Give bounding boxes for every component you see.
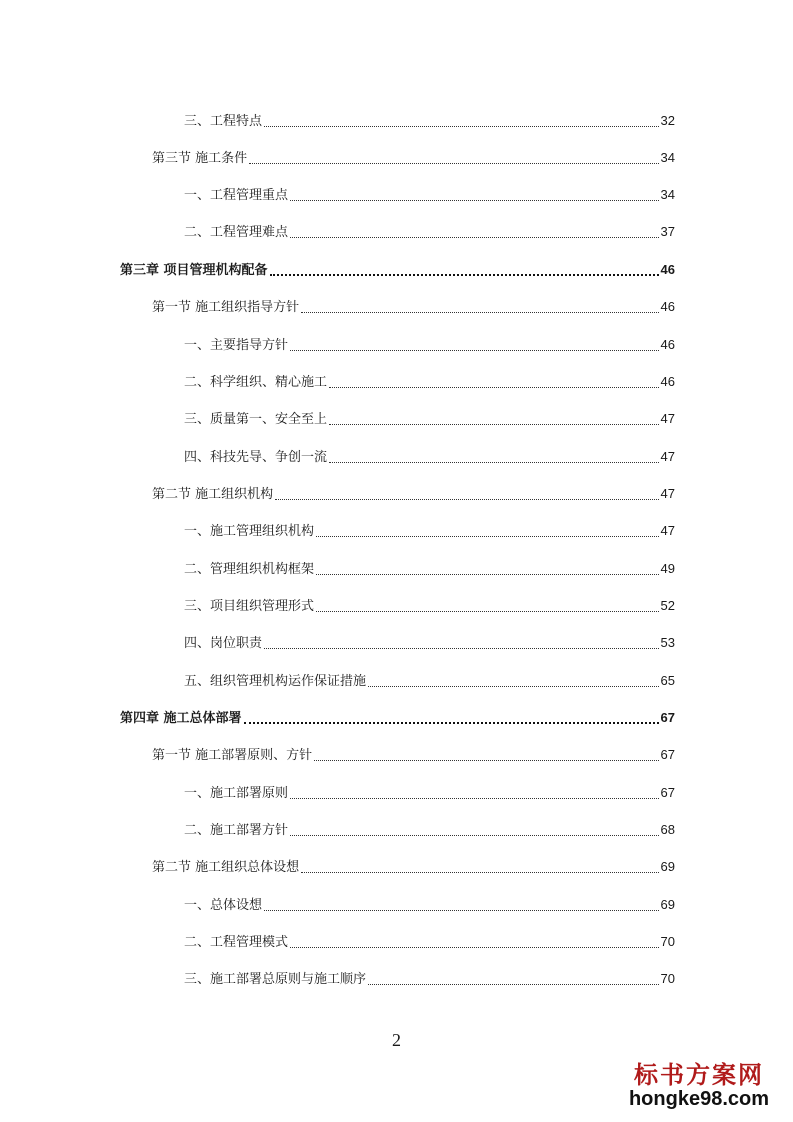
toc-entry-label: 二、科学组织、精心施工 bbox=[184, 375, 328, 390]
toc-entry-page: 46 bbox=[660, 374, 675, 389]
toc-entry[interactable] bbox=[184, 438, 675, 475]
toc-entry-page: 68 bbox=[660, 822, 675, 837]
toc-entry-label: 一、总体设想 bbox=[184, 898, 263, 913]
dot-leader bbox=[329, 423, 659, 425]
watermark-text-cn: 标书方案网 bbox=[634, 1060, 764, 1089]
toc-entry-page: 65 bbox=[660, 673, 675, 688]
toc-entry[interactable] bbox=[152, 736, 675, 773]
toc-entry-page: 67 bbox=[660, 785, 675, 800]
toc-entry-page: 70 bbox=[660, 934, 675, 949]
toc-entry-label: 二、管理组织机构框架 bbox=[184, 562, 315, 577]
toc-entry[interactable] bbox=[184, 400, 675, 437]
toc-entry-page: 34 bbox=[660, 187, 675, 202]
toc-entry-page: 69 bbox=[660, 859, 675, 874]
toc-entry-page: 46 bbox=[660, 299, 675, 314]
toc-entry[interactable] bbox=[184, 923, 675, 960]
toc-entry-label: 三、项目组织管理形式 bbox=[184, 599, 315, 614]
toc-entry-label: 第四章 施工总体部署 bbox=[120, 711, 242, 726]
toc-entry-label: 三、施工部署总原则与施工顺序 bbox=[184, 972, 367, 987]
dot-leader bbox=[316, 573, 659, 575]
watermark-logo bbox=[619, 1062, 779, 1110]
dot-leader bbox=[329, 386, 659, 388]
dot-leader bbox=[329, 461, 659, 463]
dot-leader bbox=[290, 199, 659, 201]
toc-entry-label: 四、科技先导、争创一流 bbox=[184, 450, 328, 465]
toc-entry-label: 第一节 施工组织指导方针 bbox=[152, 300, 300, 315]
toc-entry-page: 53 bbox=[660, 635, 675, 650]
toc-entry-label: 二、工程管理模式 bbox=[184, 935, 289, 950]
toc-entry-label: 第三章 项目管理机构配备 bbox=[120, 263, 268, 278]
dot-leader bbox=[290, 797, 659, 799]
dot-leader bbox=[290, 236, 659, 238]
toc-entry[interactable] bbox=[184, 587, 675, 624]
dot-leader bbox=[368, 983, 659, 985]
watermark-text-en: hongke98.com bbox=[628, 1088, 770, 1111]
toc-entry[interactable] bbox=[152, 848, 675, 885]
toc-entry[interactable] bbox=[184, 624, 675, 661]
toc-entry-page: 47 bbox=[660, 411, 675, 426]
toc-entry[interactable] bbox=[184, 774, 675, 811]
toc-entry[interactable] bbox=[120, 699, 675, 736]
toc-entry-page: 34 bbox=[660, 150, 675, 165]
toc-entry-page: 47 bbox=[660, 449, 675, 464]
page-number: 2 bbox=[392, 1030, 401, 1050]
toc-entry[interactable] bbox=[184, 326, 675, 363]
toc-entry[interactable] bbox=[152, 139, 675, 176]
toc-entry[interactable] bbox=[184, 886, 675, 923]
dot-leader bbox=[316, 610, 659, 612]
toc-entry-page: 32 bbox=[660, 113, 675, 128]
toc-entry[interactable] bbox=[184, 811, 675, 848]
toc-entry[interactable] bbox=[184, 550, 675, 587]
toc-entry[interactable] bbox=[152, 475, 675, 512]
toc-entry-page: 37 bbox=[660, 224, 675, 239]
dot-leader bbox=[314, 759, 658, 761]
toc-entry-page: 46 bbox=[660, 262, 675, 277]
toc-entry-label: 第二节 施工组织总体设想 bbox=[152, 860, 300, 875]
dot-leader bbox=[264, 647, 659, 649]
dot-leader bbox=[264, 125, 659, 127]
dot-leader bbox=[290, 834, 659, 836]
toc-entry-page: 70 bbox=[660, 971, 675, 986]
dot-leader bbox=[290, 349, 659, 351]
toc-entry-label: 四、岗位职责 bbox=[184, 636, 263, 651]
toc-entry-label: 一、主要指导方针 bbox=[184, 338, 289, 353]
toc-entry-label: 第一节 施工部署原则、方针 bbox=[152, 748, 313, 763]
dot-leader bbox=[270, 273, 659, 276]
toc-entry-label: 第三节 施工条件 bbox=[152, 151, 248, 166]
toc-entry[interactable] bbox=[184, 662, 675, 699]
toc-entry-page: 47 bbox=[660, 486, 675, 501]
toc-entry-page: 46 bbox=[660, 337, 675, 352]
toc-entry-page: 52 bbox=[660, 598, 675, 613]
toc-entry-label: 第二节 施工组织机构 bbox=[152, 487, 274, 502]
toc-entry-label: 一、施工部署原则 bbox=[184, 786, 289, 801]
dot-leader bbox=[275, 498, 658, 500]
toc-entry-page: 69 bbox=[660, 897, 675, 912]
dot-leader bbox=[249, 162, 658, 164]
toc-entry[interactable] bbox=[120, 251, 675, 288]
toc-entry[interactable] bbox=[152, 288, 675, 325]
dot-leader bbox=[290, 946, 659, 948]
toc-entry-label: 二、施工部署方针 bbox=[184, 823, 289, 838]
toc-entry[interactable] bbox=[184, 960, 675, 997]
dot-leader bbox=[264, 909, 659, 911]
toc-entry-label: 三、质量第一、安全至上 bbox=[184, 412, 328, 427]
dot-leader bbox=[316, 535, 659, 537]
dot-leader bbox=[244, 721, 659, 724]
toc-entry-label: 五、组织管理机构运作保证措施 bbox=[184, 674, 367, 689]
dot-leader bbox=[368, 685, 659, 687]
dot-leader bbox=[301, 871, 658, 873]
toc-entry[interactable] bbox=[184, 213, 675, 250]
toc-entry-page: 67 bbox=[660, 747, 675, 762]
toc-entry[interactable] bbox=[184, 176, 675, 213]
dot-leader bbox=[301, 311, 658, 313]
toc-entry-page: 67 bbox=[660, 710, 675, 725]
toc-entry-label: 二、工程管理难点 bbox=[184, 225, 289, 240]
toc-entry[interactable] bbox=[184, 363, 675, 400]
toc-entry[interactable] bbox=[184, 102, 675, 139]
toc-entry-label: 一、施工管理组织机构 bbox=[184, 524, 315, 539]
toc-entry[interactable] bbox=[184, 512, 675, 549]
toc-entry-page: 49 bbox=[660, 561, 675, 576]
toc-entry-label: 一、工程管理重点 bbox=[184, 188, 289, 203]
toc-entry-page: 47 bbox=[660, 523, 675, 538]
toc-entry-label: 三、工程特点 bbox=[184, 114, 263, 129]
